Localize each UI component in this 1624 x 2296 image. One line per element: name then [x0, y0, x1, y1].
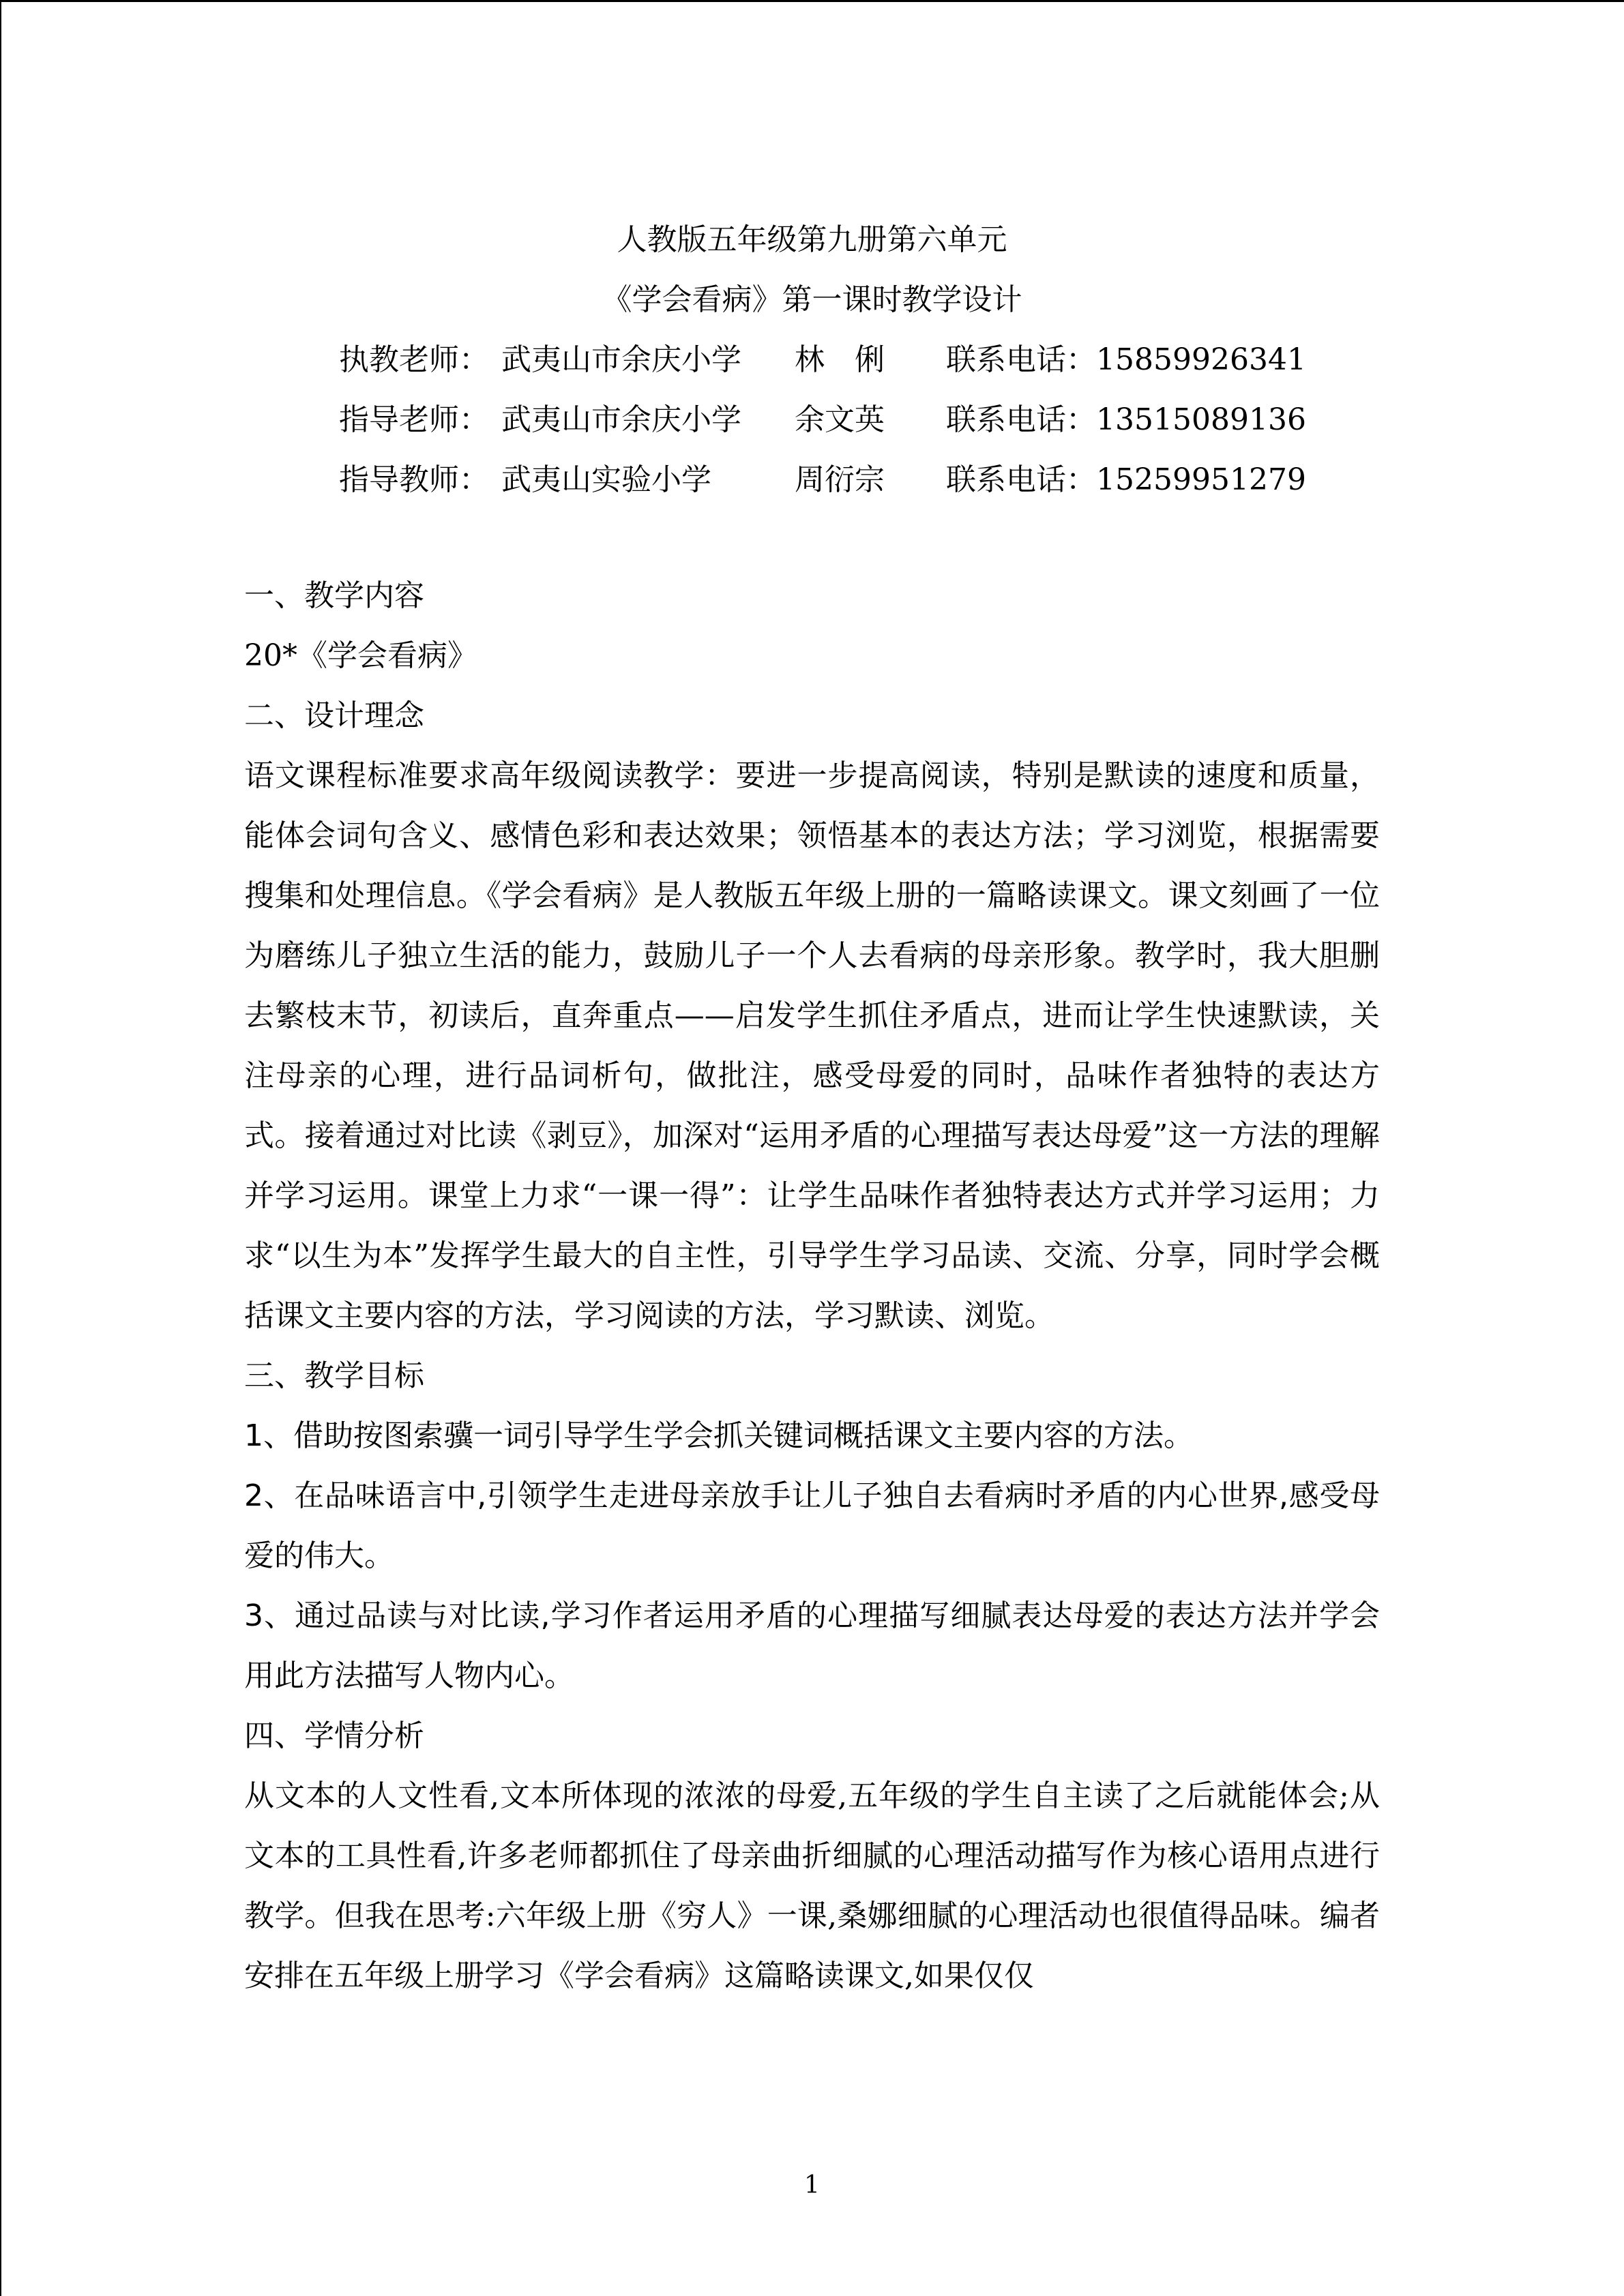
- teacher-school: 武夷山实验小学: [501, 462, 711, 497]
- teacher-row: [339, 390, 1403, 450]
- lesson-title: 《学会看病》第一课时教学设计: [602, 282, 1022, 317]
- unit-title: 人教版五年级第九册第六单元: [617, 222, 1007, 257]
- teacher-name: 余文英: [795, 402, 885, 437]
- teacher-school: 武夷山市余庆小学: [501, 402, 741, 437]
- section-heading-content: 一、教学内容: [244, 578, 424, 613]
- section-heading-analysis: 四、学情分析: [244, 1718, 424, 1753]
- teacher-phone: 联系电话：15859926341: [946, 342, 1306, 377]
- teacher-phone: 联系电话：15259951279: [946, 462, 1306, 497]
- teacher-row: [339, 330, 1403, 390]
- teacher-role: 指导教师：: [339, 462, 489, 497]
- goal-item: 3、通过品读与对比读,学习作者运用矛盾的心理描写细腻表达母爱的表达方法并学会用此方法描写人物内心。: [244, 1598, 1380, 1693]
- teacher-role: 指导老师：: [339, 402, 489, 437]
- teacher-phone: 联系电话：13515089136: [946, 402, 1306, 437]
- page-number: 1: [804, 2171, 820, 2199]
- goal-item: 2、在品味语言中,引领学生走进母亲放手让儿子独自去看病时矛盾的内心世界,感受母爱的伟大。: [244, 1478, 1380, 1573]
- document-body: [244, 566, 1380, 2006]
- teacher-name: 周衍宗: [795, 462, 885, 497]
- teacher-school: 武夷山市余庆小学: [501, 342, 741, 377]
- section-heading-goals: 三、教学目标: [244, 1358, 424, 1393]
- lesson-reference: 20*《学会看病》: [244, 638, 477, 673]
- philosophy-paragraph: 语文课程标准要求高年级阅读教学：要进一步提高阅读，特别是默读的速度和质量，能体会词句含义、感情色彩和表达效果；领悟基本的表达方法；学习浏览，根据需要搜集和处理信息。《学会看病》是人教版五年级上册的一篇略读课文。课文刻画了一位为磨练儿子独立生活的能力，鼓励儿子一个人去看病的母亲形象。教学时，我大胆删去繁枝末节，初读后，直奔重点——启发学生抓住矛盾点，进而让学生快速默读，关注母亲的心理，进行品词析句，做批注，感受母爱的同时，品味作者独特的表达方式。接着通过对比读《剥豆》，加深对“运用矛盾的心理描写表达母爱”这一方法的理解并学习运用。课堂上力求“一课一得”：让学生品味作者独特表达方式并学习运用；力求“以生为本”发挥学生最大的自主性，引导学生学习品读、交流、分享，同时学会概括课文主要内容的方法，学习阅读的方法，学习默读、浏览。: [244, 758, 1380, 1333]
- section-heading-philosophy: 二、设计理念: [244, 698, 424, 733]
- teacher-role: 执教老师：: [339, 342, 489, 377]
- document-header: [0, 210, 1624, 330]
- teacher-name: 林 俐: [795, 342, 885, 377]
- analysis-paragraph: 从文本的人文性看,文本所体现的浓浓的母爱,五年级的学生自主读了之后就能体会;从文本的工具性看,许多老师都抓住了母亲曲折细腻的心理活动描写作为核心语用点进行教学。但我在思考:六年级上册《穷人》一课,桑娜细腻的心理活动也很值得品味。编者安排在五年级上册学习《学会看病》这篇略读课文,如果仅仅: [244, 1778, 1380, 1993]
- teacher-row: [339, 450, 1403, 510]
- goal-item: 1、借助按图索骥一词引导学生学会抓关键词概括课文主要内容的方法。: [244, 1418, 1194, 1453]
